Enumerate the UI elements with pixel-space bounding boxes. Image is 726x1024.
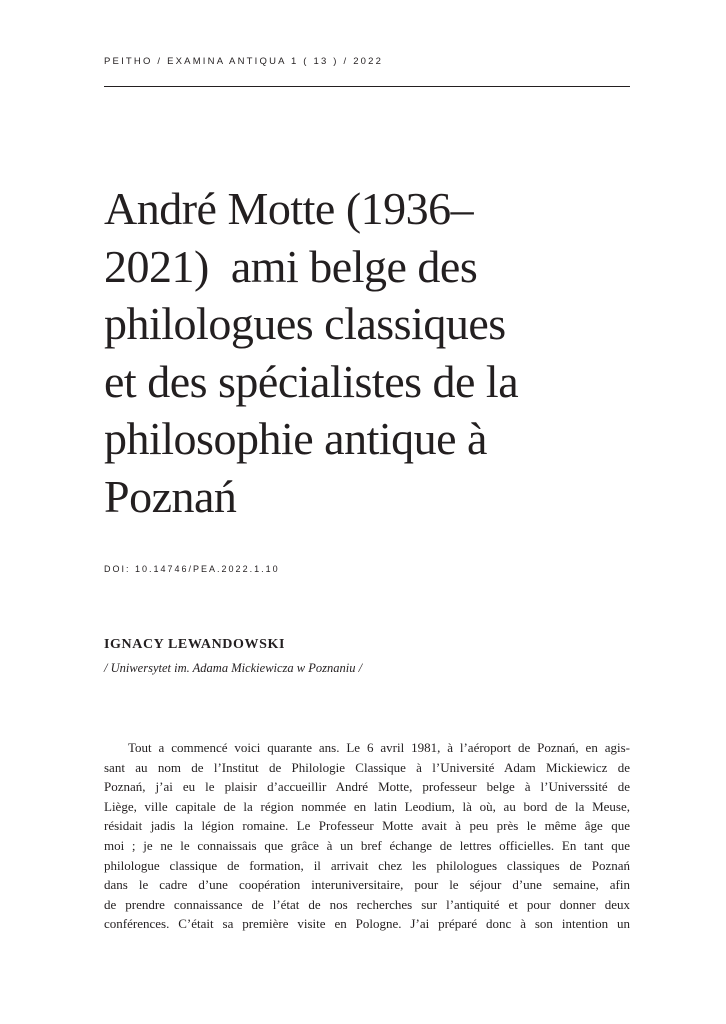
body-line: dans le cadre d’une coopération interuniversitaire, pour le séjour d’une semaine, afin <box>104 877 630 893</box>
title-line: 2021) ami belge des <box>104 240 478 292</box>
body-line: Poznań, j’ai eu le plaisir d’accueillir André Motte, professeur belge à l’Universsité de <box>104 779 630 795</box>
title-line: philosophie antique à <box>104 413 487 464</box>
title-line: Poznań <box>104 470 237 522</box>
body-line: de prendre connaissance de l’état de nos recherches sur l’antiquité et pour donner deux <box>104 896 630 912</box>
title-line: André Motte (1936– <box>104 183 474 234</box>
doi: DOI: 10.14746/PEA.2022.1.10 <box>104 564 280 574</box>
body-line: Tout a commencé voici quarante ans. Le 6 avril 1981, à l’aéroport de Poznań, en agis- <box>128 740 630 755</box>
running-header: PEITHO / EXAMINA ANTIQUA 1 ( 13 ) / 2022 <box>104 56 384 67</box>
title-line: et des spécialistes de la <box>104 355 519 407</box>
header-divider <box>104 86 630 87</box>
body-line: Liège, ville capitale de la région nommée en latin Leodium, là où, au bord de la Meuse, <box>104 798 630 814</box>
body-line: conférences. C’était sa première visite en Pologne. J’ai préparé donc à son intention un <box>104 916 630 932</box>
body-line: résidait jadis la légion romaine. Le Professeur Motte avait à peu près le même âge que <box>104 818 630 834</box>
article-title <box>104 180 624 525</box>
author-name: IGNACY LEWANDOWSKI <box>104 637 286 652</box>
body-paragraph <box>104 738 630 934</box>
body-line: philologue classique de formation, il arrivait chez les philologues classiques de Poznań <box>104 857 630 873</box>
title-line: philologues classiques <box>104 298 506 349</box>
body-line: sant au nom de l’Institut de Philologie Classique à l’Université Adam Mickiewicz de <box>104 759 630 775</box>
author-affiliation: / Uniwersytet im. Adama Mickiewicza w Poznaniu / <box>104 661 363 675</box>
body-line: moi ; je ne le connaissais que grâce à un bref échange de lettres officielles. En tant que <box>104 837 630 853</box>
